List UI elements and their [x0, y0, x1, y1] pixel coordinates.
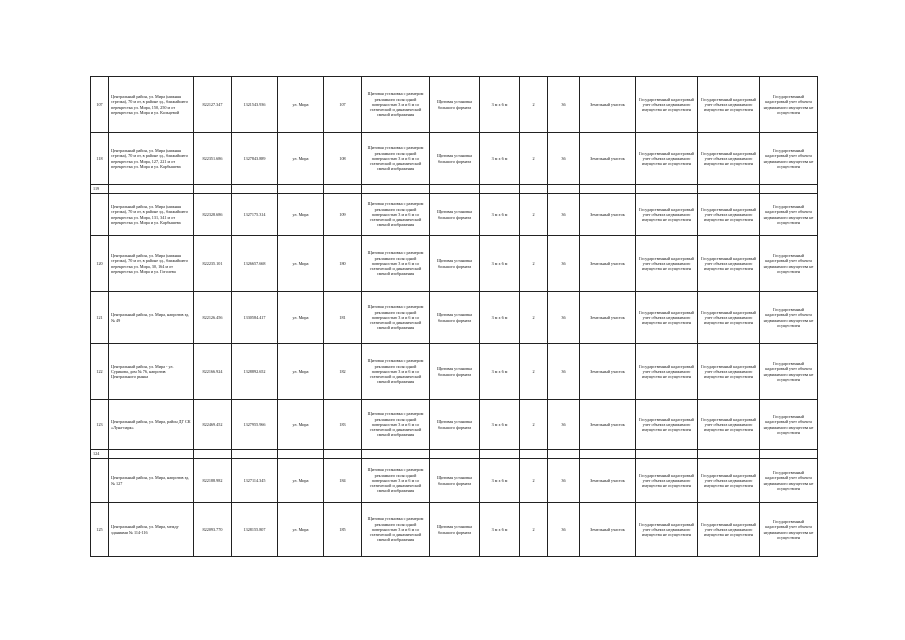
advertising-register-table — [90, 76, 818, 557]
cadastral-status-cell: Государственный кадастровый учет объекта недвижимого имущества не осуществлен — [698, 400, 760, 450]
table-row — [91, 459, 818, 503]
empty-cell — [760, 450, 818, 459]
ownership-cell: Земельный участок — [580, 292, 636, 344]
sides-cell: 2 — [520, 194, 548, 236]
size-cell: 3 м х 6 м — [480, 236, 520, 292]
coordinate-x-cell: 822126.456 — [194, 292, 232, 344]
structure-type-cell: Щитовая установка с размером рекламного поля одной поверхностью 3 м и 6 м со статической и динамической сменой изображения — [362, 194, 430, 236]
street-cell: ул. Мира — [278, 459, 324, 503]
street-cell: ул. Мира — [278, 344, 324, 400]
structure-type-cell: Щитовая установка с размером рекламного поля одной поверхностью 3 м и 6 м со статической и динамической сменой изображения — [362, 344, 430, 400]
empty-cell — [194, 185, 232, 194]
sides-cell: 2 — [520, 77, 548, 133]
size-cell: 3 м х 6 м — [480, 77, 520, 133]
empty-cell — [580, 450, 636, 459]
size-cell: 3 м х 6 м — [480, 133, 520, 185]
plan-number-cell: 182 — [324, 344, 362, 400]
table-row — [91, 194, 818, 236]
ownership-cell: Земельный участок — [580, 133, 636, 185]
empty-cell — [109, 185, 194, 194]
format-cell: Щитовая установка большого формата — [430, 236, 480, 292]
ownership-cell: Земельный участок — [580, 459, 636, 503]
ownership-cell: Земельный участок — [580, 344, 636, 400]
cadastral-status-cell: Государственный кадастровый учет объекта недвижимого имущества не осуществлен — [636, 503, 698, 557]
coordinate-x-cell: 822127.347 — [194, 77, 232, 133]
table-row — [91, 292, 818, 344]
plan-number-cell: 109 — [324, 194, 362, 236]
empty-cell — [698, 450, 760, 459]
ownership-cell: Земельный участок — [580, 77, 636, 133]
empty-cell — [232, 450, 278, 459]
empty-cell — [760, 185, 818, 194]
row-number: 125 — [91, 503, 109, 557]
empty-cell — [580, 185, 636, 194]
cadastral-status-cell: Государственный кадастровый учет объекта недвижимого имущества не осуществлен — [636, 400, 698, 450]
address-cell: Центральный район, ул. Мира - ул. Сурикова, дом № 76, напротив Центрального рынка — [109, 344, 194, 400]
coordinate-y-cell: 1321543.936 — [232, 77, 278, 133]
street-cell: ул. Мира — [278, 400, 324, 450]
sides-cell: 2 — [520, 344, 548, 400]
address-cell: Центральный район, ул. Мира, напротив зд. № 127 — [109, 459, 194, 503]
spacer-row — [91, 450, 818, 459]
cadastral-status-cell: Государственный кадастровый учет объекта недвижимого имущества не осуществлен — [698, 292, 760, 344]
coordinate-y-cell: 1330584.417 — [232, 292, 278, 344]
street-cell: ул. Мира — [278, 292, 324, 344]
structure-type-cell: Щитовая установка с размером рекламного поля одной поверхностью 3 м и 6 м со статической и динамической сменой изображения — [362, 133, 430, 185]
address-cell: Центральный район, ул. Мира (нижняя стрелка), 70 м от, в районе зд., ближайшего перекрестка ул. Мира, 131, 341 м от перекрестка ул. Мира и ул. Карбышева — [109, 194, 194, 236]
plan-number-cell: 184 — [324, 459, 362, 503]
area-cell: 36 — [548, 133, 580, 185]
format-cell: Щитовая установка большого формата — [430, 77, 480, 133]
structure-type-cell: Щитовая установка с размером рекламного поля одной поверхностью 3 м и 6 м со статической и динамической сменой изображения — [362, 292, 430, 344]
empty-cell — [480, 450, 520, 459]
cadastral-status-cell: Государственный кадастровый учет объекта недвижимого имущества не осуществлен — [698, 133, 760, 185]
cadastral-status-cell: Государственный кадастровый учет объекта недвижимого имущества не осуществлен — [760, 236, 818, 292]
structure-type-cell: Щитовая установка с размером рекламного поля одной поверхностью 3 м и 6 м со статической и динамической сменой изображения — [362, 77, 430, 133]
table-row — [91, 344, 818, 400]
empty-cell — [278, 450, 324, 459]
coordinate-x-cell: 822469.452 — [194, 400, 232, 450]
table-row — [91, 133, 818, 185]
row-number: 120 — [91, 236, 109, 292]
coordinate-x-cell: 822328.686 — [194, 194, 232, 236]
spacer-row-number: 119 — [91, 185, 109, 194]
coordinate-y-cell: 1326657.668 — [232, 236, 278, 292]
empty-cell — [548, 185, 580, 194]
format-cell: Щитовая установка большого формата — [430, 133, 480, 185]
structure-type-cell: Щитовая установка с размером рекламного поля одной поверхностью 3 м и 6 м со статической и динамической сменой изображения — [362, 236, 430, 292]
coordinate-x-cell: 822093.770 — [194, 503, 232, 557]
format-cell: Щитовая установка большого формата — [430, 459, 480, 503]
coordinate-x-cell: 822166.924 — [194, 344, 232, 400]
area-cell: 36 — [548, 292, 580, 344]
empty-cell — [362, 450, 430, 459]
plan-number-cell: 185 — [324, 503, 362, 557]
coordinate-x-cell: 822351.686 — [194, 133, 232, 185]
coordinate-x-cell: 822235.101 — [194, 236, 232, 292]
address-cell: Центральный район, ул. Мира (нижняя стрелка), 70 м от, в районе зд., ближайшего перекрестка ул. Мира, 127, 221 м от перекрестка ул. Мира и ул. Карбышева — [109, 133, 194, 185]
size-cell: 3 м х 6 м — [480, 459, 520, 503]
address-cell: Центральный район, ул. Мира (нижняя стрелка), 70 м от, в районе зд., ближайшего перекрестка ул. Мира, 30, 164 м от перекрестка ул. Мира и ул. Гоголева — [109, 236, 194, 292]
empty-cell — [548, 450, 580, 459]
format-cell: Щитовая установка большого формата — [430, 344, 480, 400]
area-cell: 36 — [548, 459, 580, 503]
address-cell: Центральный район, ул. Мира, между зданиями № 114-116 — [109, 503, 194, 557]
row-number: 121 — [91, 292, 109, 344]
cadastral-status-cell: Государственный кадастровый учет объекта недвижимого имущества не осуществлен — [760, 292, 818, 344]
format-cell: Щитовая установка большого формата — [430, 292, 480, 344]
sides-cell: 2 — [520, 133, 548, 185]
table-row — [91, 503, 818, 557]
row-number: 107 — [91, 77, 109, 133]
cadastral-status-cell: Государственный кадастровый учет объекта недвижимого имущества не осуществлен — [760, 459, 818, 503]
ownership-cell: Земельный участок — [580, 503, 636, 557]
sides-cell: 2 — [520, 236, 548, 292]
empty-cell — [480, 185, 520, 194]
format-cell: Щитовая установка большого формата — [430, 400, 480, 450]
cadastral-status-cell: Государственный кадастровый учет объекта недвижимого имущества не осуществлен — [636, 133, 698, 185]
cadastral-status-cell: Государственный кадастровый учет объекта недвижимого имущества не осуществлен — [636, 77, 698, 133]
empty-cell — [232, 185, 278, 194]
table-row — [91, 400, 818, 450]
area-cell: 36 — [548, 400, 580, 450]
address-cell: Центральный район, ул. Мира, район ДГ СК «Луна-парк» — [109, 400, 194, 450]
cadastral-status-cell: Государственный кадастровый учет объекта недвижимого имущества не осуществлен — [698, 194, 760, 236]
structure-type-cell: Щитовая установка с размером рекламного поля одной поверхностью 3 м и 6 м со статической и динамической сменой изображения — [362, 459, 430, 503]
ownership-cell: Земельный участок — [580, 194, 636, 236]
cadastral-status-cell: Государственный кадастровый учет объекта недвижимого имущества не осуществлен — [760, 400, 818, 450]
structure-type-cell: Щитовая установка с размером рекламного поля одной поверхностью 3 м и 6 м со статической и динамической сменой изображения — [362, 503, 430, 557]
structure-type-cell: Щитовая установка с размером рекламного поля одной поверхностью 3 м и 6 м со статической и динамической сменой изображения — [362, 400, 430, 450]
format-cell: Щитовая установка большого формата — [430, 503, 480, 557]
empty-cell — [362, 185, 430, 194]
coordinate-y-cell: 1328155.807 — [232, 503, 278, 557]
address-cell: Центральный район, ул. Мира, напротив зд. № 49 — [109, 292, 194, 344]
empty-cell — [324, 185, 362, 194]
coordinate-y-cell: 1327955.966 — [232, 400, 278, 450]
empty-cell — [109, 450, 194, 459]
street-cell: ул. Мира — [278, 77, 324, 133]
ownership-cell: Земельный участок — [580, 400, 636, 450]
size-cell: 3 м х 6 м — [480, 292, 520, 344]
empty-cell — [698, 185, 760, 194]
row-number: 118 — [91, 133, 109, 185]
street-cell: ул. Мира — [278, 194, 324, 236]
row-number: 122 — [91, 344, 109, 400]
row-number — [91, 459, 109, 503]
empty-cell — [194, 450, 232, 459]
size-cell: 3 м х 6 м — [480, 400, 520, 450]
empty-cell — [520, 185, 548, 194]
spacer-row-number: 124 — [91, 450, 109, 459]
size-cell: 3 м х 6 м — [480, 503, 520, 557]
street-cell: ул. Мира — [278, 133, 324, 185]
address-cell: Центральный район, ул. Мира (нижняя стрелка), 70 м от, в районе зд., ближайшего перекрестка ул. Мира, 150, 250 м от перекрестка ул. Мира и ул. Кольцевой — [109, 77, 194, 133]
coordinate-x-cell: 822188.982 — [194, 459, 232, 503]
row-number: 123 — [91, 400, 109, 450]
plan-number-cell: 181 — [324, 292, 362, 344]
sides-cell: 2 — [520, 400, 548, 450]
cadastral-status-cell: Государственный кадастровый учет объекта недвижимого имущества не осуществлен — [698, 459, 760, 503]
sides-cell: 2 — [520, 292, 548, 344]
cadastral-status-cell: Государственный кадастровый учет объекта недвижимого имущества не осуществлен — [636, 236, 698, 292]
empty-cell — [430, 185, 480, 194]
street-cell: ул. Мира — [278, 236, 324, 292]
sides-cell: 2 — [520, 459, 548, 503]
area-cell: 36 — [548, 344, 580, 400]
table-row — [91, 236, 818, 292]
table-row — [91, 77, 818, 133]
format-cell: Щитовая установка большого формата — [430, 194, 480, 236]
empty-cell — [636, 450, 698, 459]
row-number — [91, 194, 109, 236]
size-cell: 3 м х 6 м — [480, 344, 520, 400]
cadastral-status-cell: Государственный кадастровый учет объекта недвижимого имущества не осуществлен — [636, 459, 698, 503]
ownership-cell: Земельный участок — [580, 236, 636, 292]
empty-cell — [636, 185, 698, 194]
plan-number-cell: 107 — [324, 77, 362, 133]
area-cell: 36 — [548, 236, 580, 292]
coordinate-y-cell: 1327843.889 — [232, 133, 278, 185]
size-cell: 3 м х 6 м — [480, 194, 520, 236]
cadastral-status-cell: Государственный кадастровый учет объекта недвижимого имущества не осуществлен — [760, 133, 818, 185]
cadastral-status-cell: Государственный кадастровый учет объекта недвижимого имущества не осуществлен — [636, 344, 698, 400]
cadastral-status-cell: Государственный кадастровый учет объекта недвижимого имущества не осуществлен — [698, 77, 760, 133]
spacer-row — [91, 185, 818, 194]
cadastral-status-cell: Государственный кадастровый учет объекта недвижимого имущества не осуществлен — [760, 503, 818, 557]
area-cell: 36 — [548, 503, 580, 557]
cadastral-status-cell: Государственный кадастровый учет объекта недвижимого имущества не осуществлен — [636, 194, 698, 236]
empty-cell — [324, 450, 362, 459]
area-cell: 36 — [548, 194, 580, 236]
plan-number-cell: 183 — [324, 400, 362, 450]
street-cell: ул. Мира — [278, 503, 324, 557]
cadastral-status-cell: Государственный кадастровый учет объекта недвижимого имущества не осуществлен — [636, 292, 698, 344]
cadastral-status-cell: Государственный кадастровый учет объекта недвижимого имущества не осуществлен — [698, 503, 760, 557]
cadastral-status-cell: Государственный кадастровый учет объекта недвижимого имущества не осуществлен — [760, 77, 818, 133]
sides-cell: 2 — [520, 503, 548, 557]
area-cell: 36 — [548, 77, 580, 133]
empty-cell — [430, 450, 480, 459]
cadastral-status-cell: Государственный кадастровый учет объекта недвижимого имущества не осуществлен — [698, 236, 760, 292]
cadastral-status-cell: Государственный кадастровый учет объекта недвижимого имущества не осуществлен — [760, 344, 818, 400]
coordinate-y-cell: 1327114.345 — [232, 459, 278, 503]
cadastral-status-cell: Государственный кадастровый учет объекта недвижимого имущества не осуществлен — [698, 344, 760, 400]
plan-number-cell: 180 — [324, 236, 362, 292]
cadastral-status-cell: Государственный кадастровый учет объекта недвижимого имущества не осуществлен — [760, 194, 818, 236]
coordinate-y-cell: 1327175.314 — [232, 194, 278, 236]
plan-number-cell: 108 — [324, 133, 362, 185]
empty-cell — [278, 185, 324, 194]
coordinate-y-cell: 1328892.652 — [232, 344, 278, 400]
empty-cell — [520, 450, 548, 459]
